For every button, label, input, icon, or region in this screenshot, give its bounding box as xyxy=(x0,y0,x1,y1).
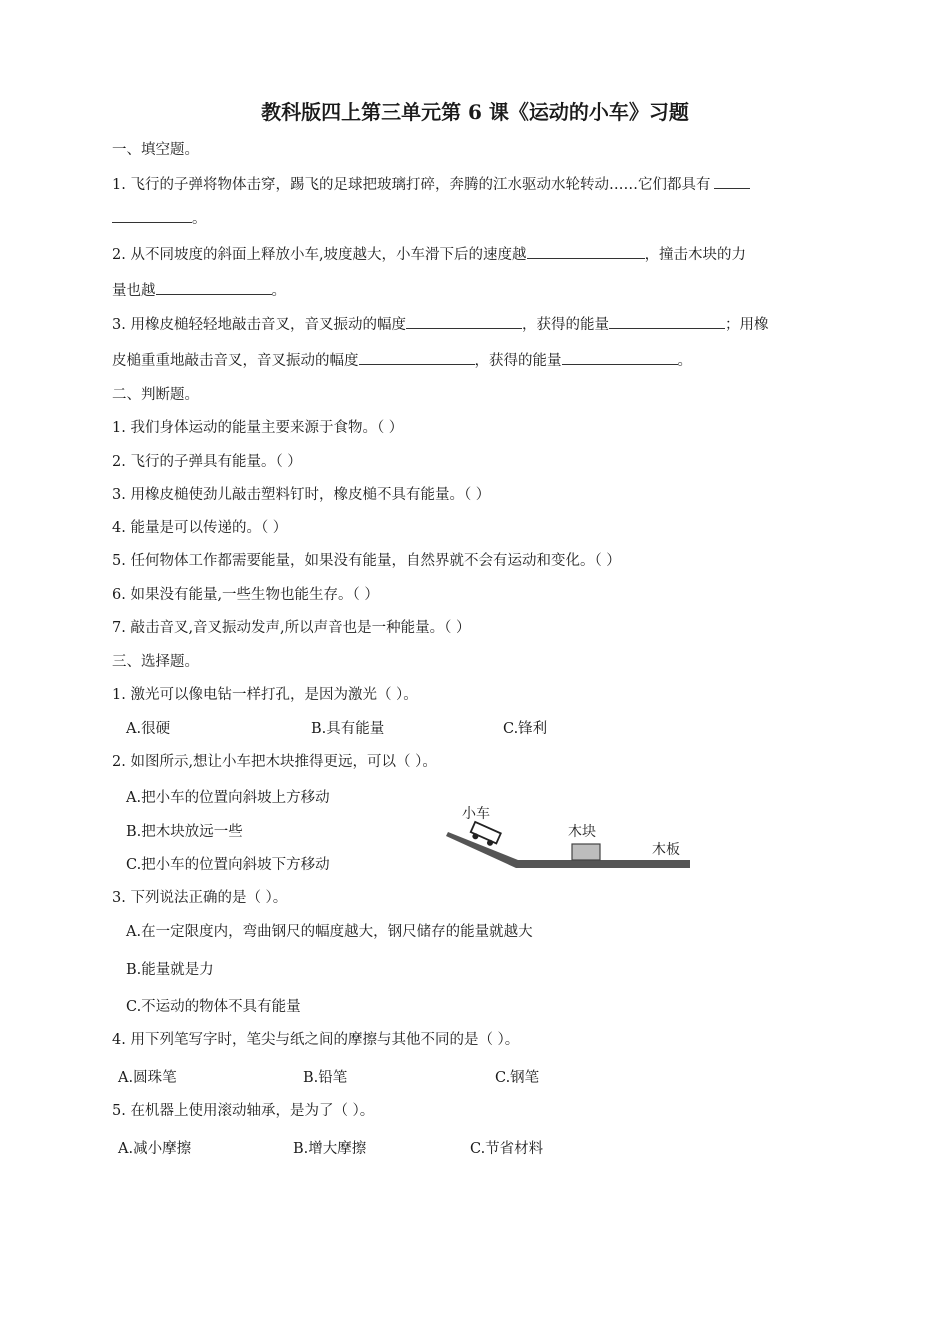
fill-q3-text4: 皮槌重重地敲击音叉，音叉振动的幅度 xyxy=(112,353,359,369)
fill-q2-line2 xyxy=(112,280,286,301)
option-b[interactable]: B.铅笔 xyxy=(303,1070,348,1086)
option-b[interactable]: B.能量就是力 xyxy=(126,962,214,978)
fill-q1-end: 。 xyxy=(192,211,207,227)
option-c[interactable]: C.钢笔 xyxy=(495,1070,540,1086)
block-label: 木块 xyxy=(568,824,596,840)
fill-q2-line1 xyxy=(112,244,746,265)
choice-q3: 3. 下列说法正确的是（ ）。 xyxy=(112,890,288,906)
fill-q3-text: 3. 用橡皮槌轻轻地敲击音叉，音叉振动的幅度 xyxy=(112,317,406,333)
answer-blank[interactable] xyxy=(609,314,725,329)
option-b[interactable]: B.增大摩擦 xyxy=(293,1141,367,1157)
choice-q2: 2. 如图所示,想让小车把木块推得更远，可以（ ）。 xyxy=(112,754,437,770)
fill-q3-text3: ；用橡 xyxy=(724,317,769,333)
judge-item: 7. 敲击音叉,音叉振动发声,所以声音也是一种能量。（ ） xyxy=(112,620,471,636)
answer-blank[interactable] xyxy=(112,208,192,223)
board-label: 木板 xyxy=(652,842,680,858)
option-a[interactable]: A.把小车的位置向斜坡上方移动 xyxy=(126,790,330,806)
judge-item: 6. 如果没有能量,一些生物也能生存。（ ） xyxy=(112,587,379,603)
option-b[interactable]: B.具有能量 xyxy=(311,721,385,737)
fill-q1-text: 1. 飞行的子弹将物体击穿，踢飞的足球把玻璃打碎，奔腾的江水驱动水轮转动……它们都具有 xyxy=(112,177,711,193)
judge-item: 1. 我们身体运动的能量主要来源于食物。（ ） xyxy=(112,420,404,436)
section-fill-blank-heading: 一、填空题。 xyxy=(112,142,199,158)
page-title: 教科版四上第三单元第 6 课《运动的小车》习题 xyxy=(261,100,689,124)
fill-q3-line1 xyxy=(112,314,768,335)
option-c[interactable]: C.把小车的位置向斜坡下方移动 xyxy=(126,857,330,873)
option-c[interactable]: C.不运动的物体不具有能量 xyxy=(126,999,301,1015)
option-a[interactable]: A.在一定限度内，弯曲钢尺的幅度越大，钢尺储存的能量就越大 xyxy=(126,924,533,940)
answer-blank[interactable] xyxy=(527,244,645,259)
answer-blank[interactable] xyxy=(562,350,678,365)
wood-block-shape xyxy=(572,844,600,860)
answer-blank[interactable] xyxy=(156,280,272,295)
fill-q3-line2 xyxy=(112,350,692,371)
answer-blank[interactable] xyxy=(359,350,475,365)
fill-q1-line2 xyxy=(112,208,207,229)
fill-q2-text2: ，撞击木块的力 xyxy=(644,247,747,263)
fill-q2-text: 2. 从不同坡度的斜面上释放小车,坡度越大，小车滑下后的速度越 xyxy=(112,247,527,263)
option-c[interactable]: C.节省材料 xyxy=(470,1141,544,1157)
fill-q2-end: 。 xyxy=(271,283,286,299)
choice-q5: 5. 在机器上使用滚动轴承，是为了（ ）。 xyxy=(112,1103,375,1119)
fill-q2-text3: 量也越 xyxy=(112,283,156,299)
judge-item: 2. 飞行的子弹具有能量。（ ） xyxy=(112,454,302,470)
fill-q1-line1 xyxy=(112,174,750,195)
judge-item: 4. 能量是可以传递的。（ ） xyxy=(112,520,288,536)
section-choice-heading: 三、选择题。 xyxy=(112,654,199,670)
judge-item: 5. 任何物体工作都需要能量，如果没有能量，自然界就不会有运动和变化。（ ） xyxy=(112,553,621,569)
choice-q1: 1. 激光可以像电钻一样打孔，是因为激光（ ）。 xyxy=(112,687,418,703)
option-a[interactable]: A.很硬 xyxy=(126,721,171,737)
option-a[interactable]: A.圆珠笔 xyxy=(118,1070,177,1086)
choice-q4: 4. 用下列笔写字时，笔尖与纸之间的摩擦与其他不同的是（ ）。 xyxy=(112,1032,520,1048)
slope-car-figure xyxy=(440,800,700,880)
fill-q3-text2: ，获得的能量 xyxy=(521,317,609,333)
fill-q3-end: 。 xyxy=(677,353,692,369)
option-a[interactable]: A.减小摩擦 xyxy=(118,1141,192,1157)
section-judge-heading: 二、判断题。 xyxy=(112,387,199,403)
judge-item: 3. 用橡皮槌使劲儿敲击塑料钉时，橡皮槌不具有能量。（ ） xyxy=(112,487,491,503)
option-b[interactable]: B.把木块放远一些 xyxy=(126,824,243,840)
fill-q3-text5: ，获得的能量 xyxy=(474,353,562,369)
option-c[interactable]: C.锋利 xyxy=(503,721,548,737)
car-label: 小车 xyxy=(462,806,490,822)
answer-blank[interactable] xyxy=(714,174,750,189)
answer-blank[interactable] xyxy=(406,314,522,329)
